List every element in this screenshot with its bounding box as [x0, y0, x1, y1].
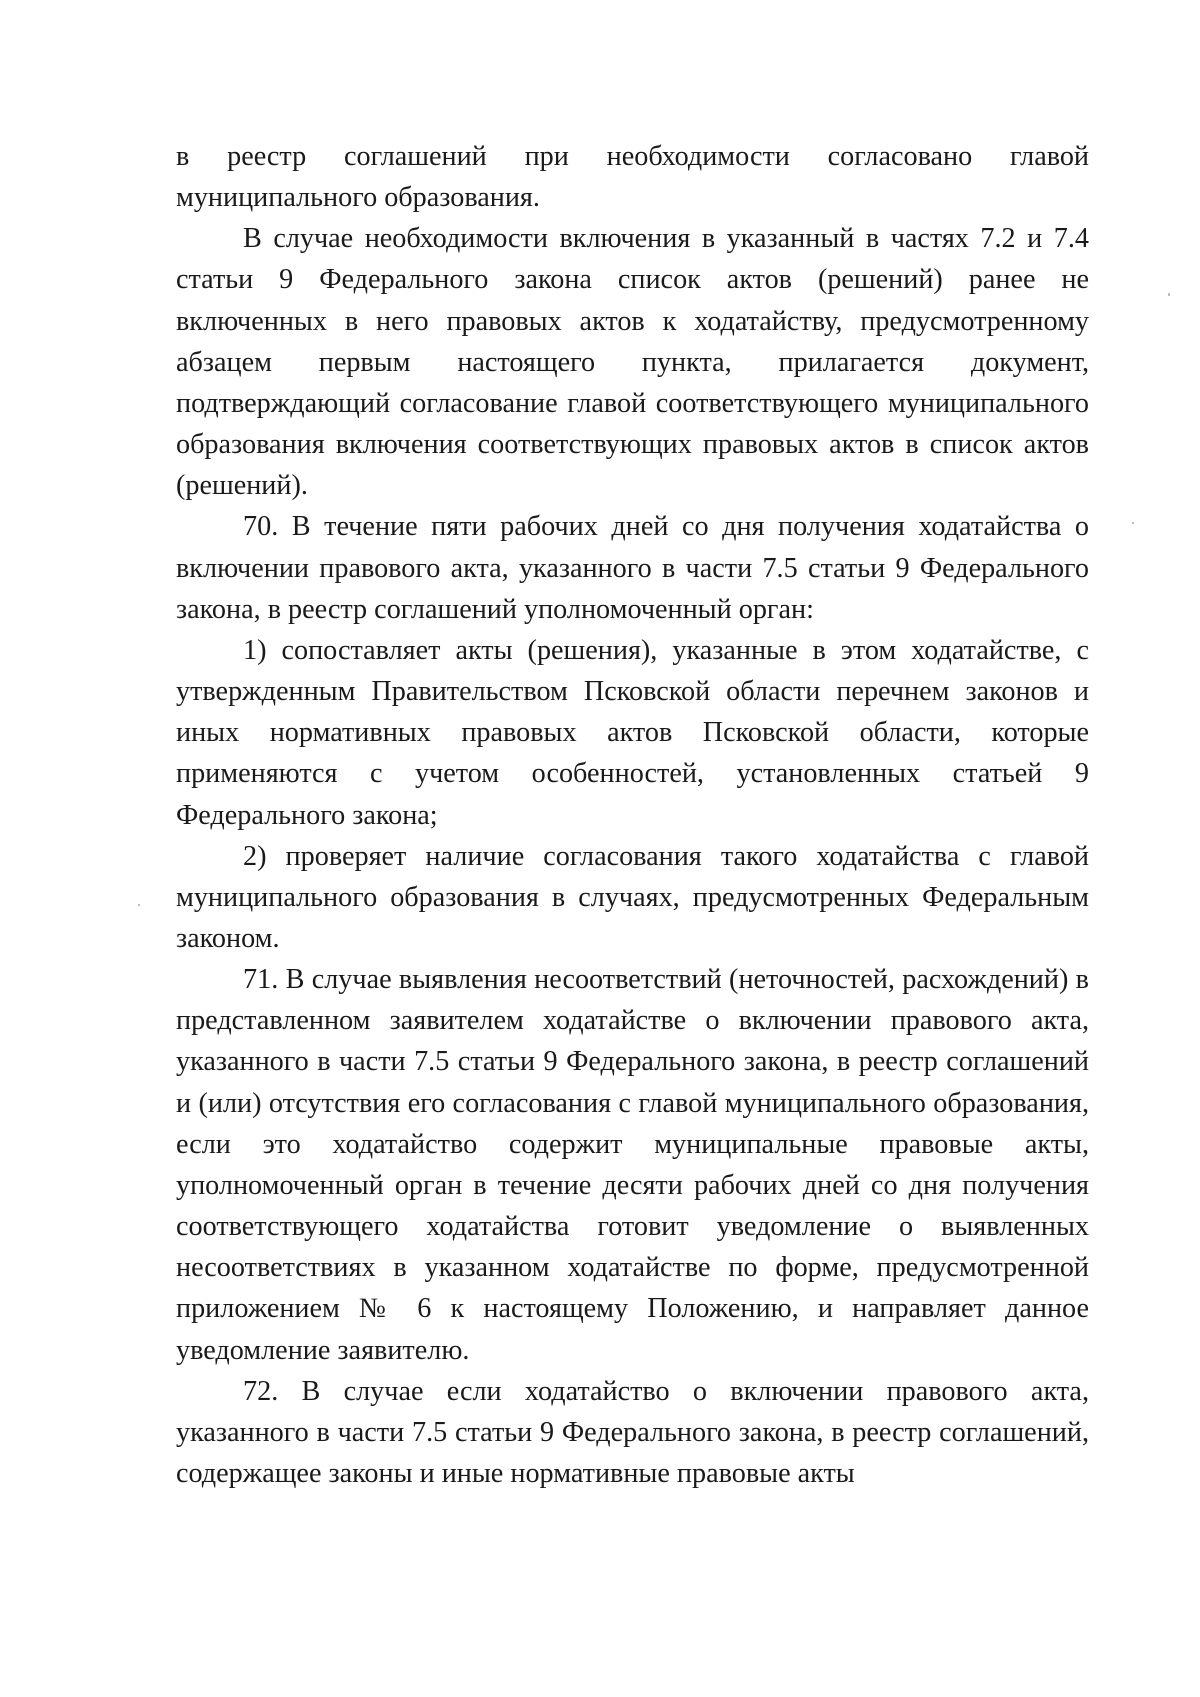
paragraph-continuation: в реестр соглашений при необходимости согласовано главой муниципального образования.	[176, 141, 1089, 214]
paragraph-subitem-2: 2) проверяет наличие согласования такого ходатайства с главой муниципального образования в случаях, предусмотренных Федеральным законом.	[176, 840, 1089, 954]
paragraph-subitem-1: 1) сопоставляет акты (решения), указанные в этом ходатайстве, с утвержденным Правительством Псковской области перечнем законов и иных нормативных правовых актов Псковской области, которые применяются с учетом особенностей, установленных статьей 9 Федерального закона;	[176, 634, 1089, 831]
document-body	[176, 136, 1089, 1494]
paragraph-item-72: 72. В случае если ходатайство о включении правового акта, указанного в части 7.5 статьи 9 Федерального закона, в реестр соглашений, содержащее законы и иные нормативные правовые акты	[176, 1375, 1089, 1489]
scan-artifact	[138, 904, 140, 906]
scan-artifact	[1168, 293, 1170, 296]
paragraph-item-70: 70. В течение пяти рабочих дней со дня получения ходатайства о включении правового акта, указанного в части 7.5 статьи 9 Федерального закона, в реестр соглашений уполномоченный орган:	[176, 511, 1089, 625]
paragraph-item-71: 71. В случае выявления несоответствий (неточностей, расхождений) в представленном заявителем ходатайстве о включении правового акта, указанного в части 7.5 статьи 9 Федерального закона, в реестр соглашений и (или) отсутствия его согласования с главой муниципального образования, если это ходатайство содержит муниципальные правовые акты, уполномоченный орган в течение десяти рабочих дней со дня получения соответствующего ходатайства готовит уведомление о выявленных несоответствиях в указанном ходатайстве по форме, предусмотренной приложением № 6 к настоящему Положению, и направляет данное уведомление заявителю.	[176, 964, 1089, 1366]
scan-artifact	[1132, 522, 1134, 524]
paragraph-attachment-requirement: В случае необходимости включения в указанный в частях 7.2 и 7.4 статьи 9 Федерального закона список актов (решений) ранее не включенных в него правовых актов к ходатайству, предусмотренному абзацем первым настоящего пункта, прилагается документ, подтверждающий согласование главой соответствующего муниципального образования включения соответствующих правовых актов в список актов (решений).	[176, 223, 1089, 502]
